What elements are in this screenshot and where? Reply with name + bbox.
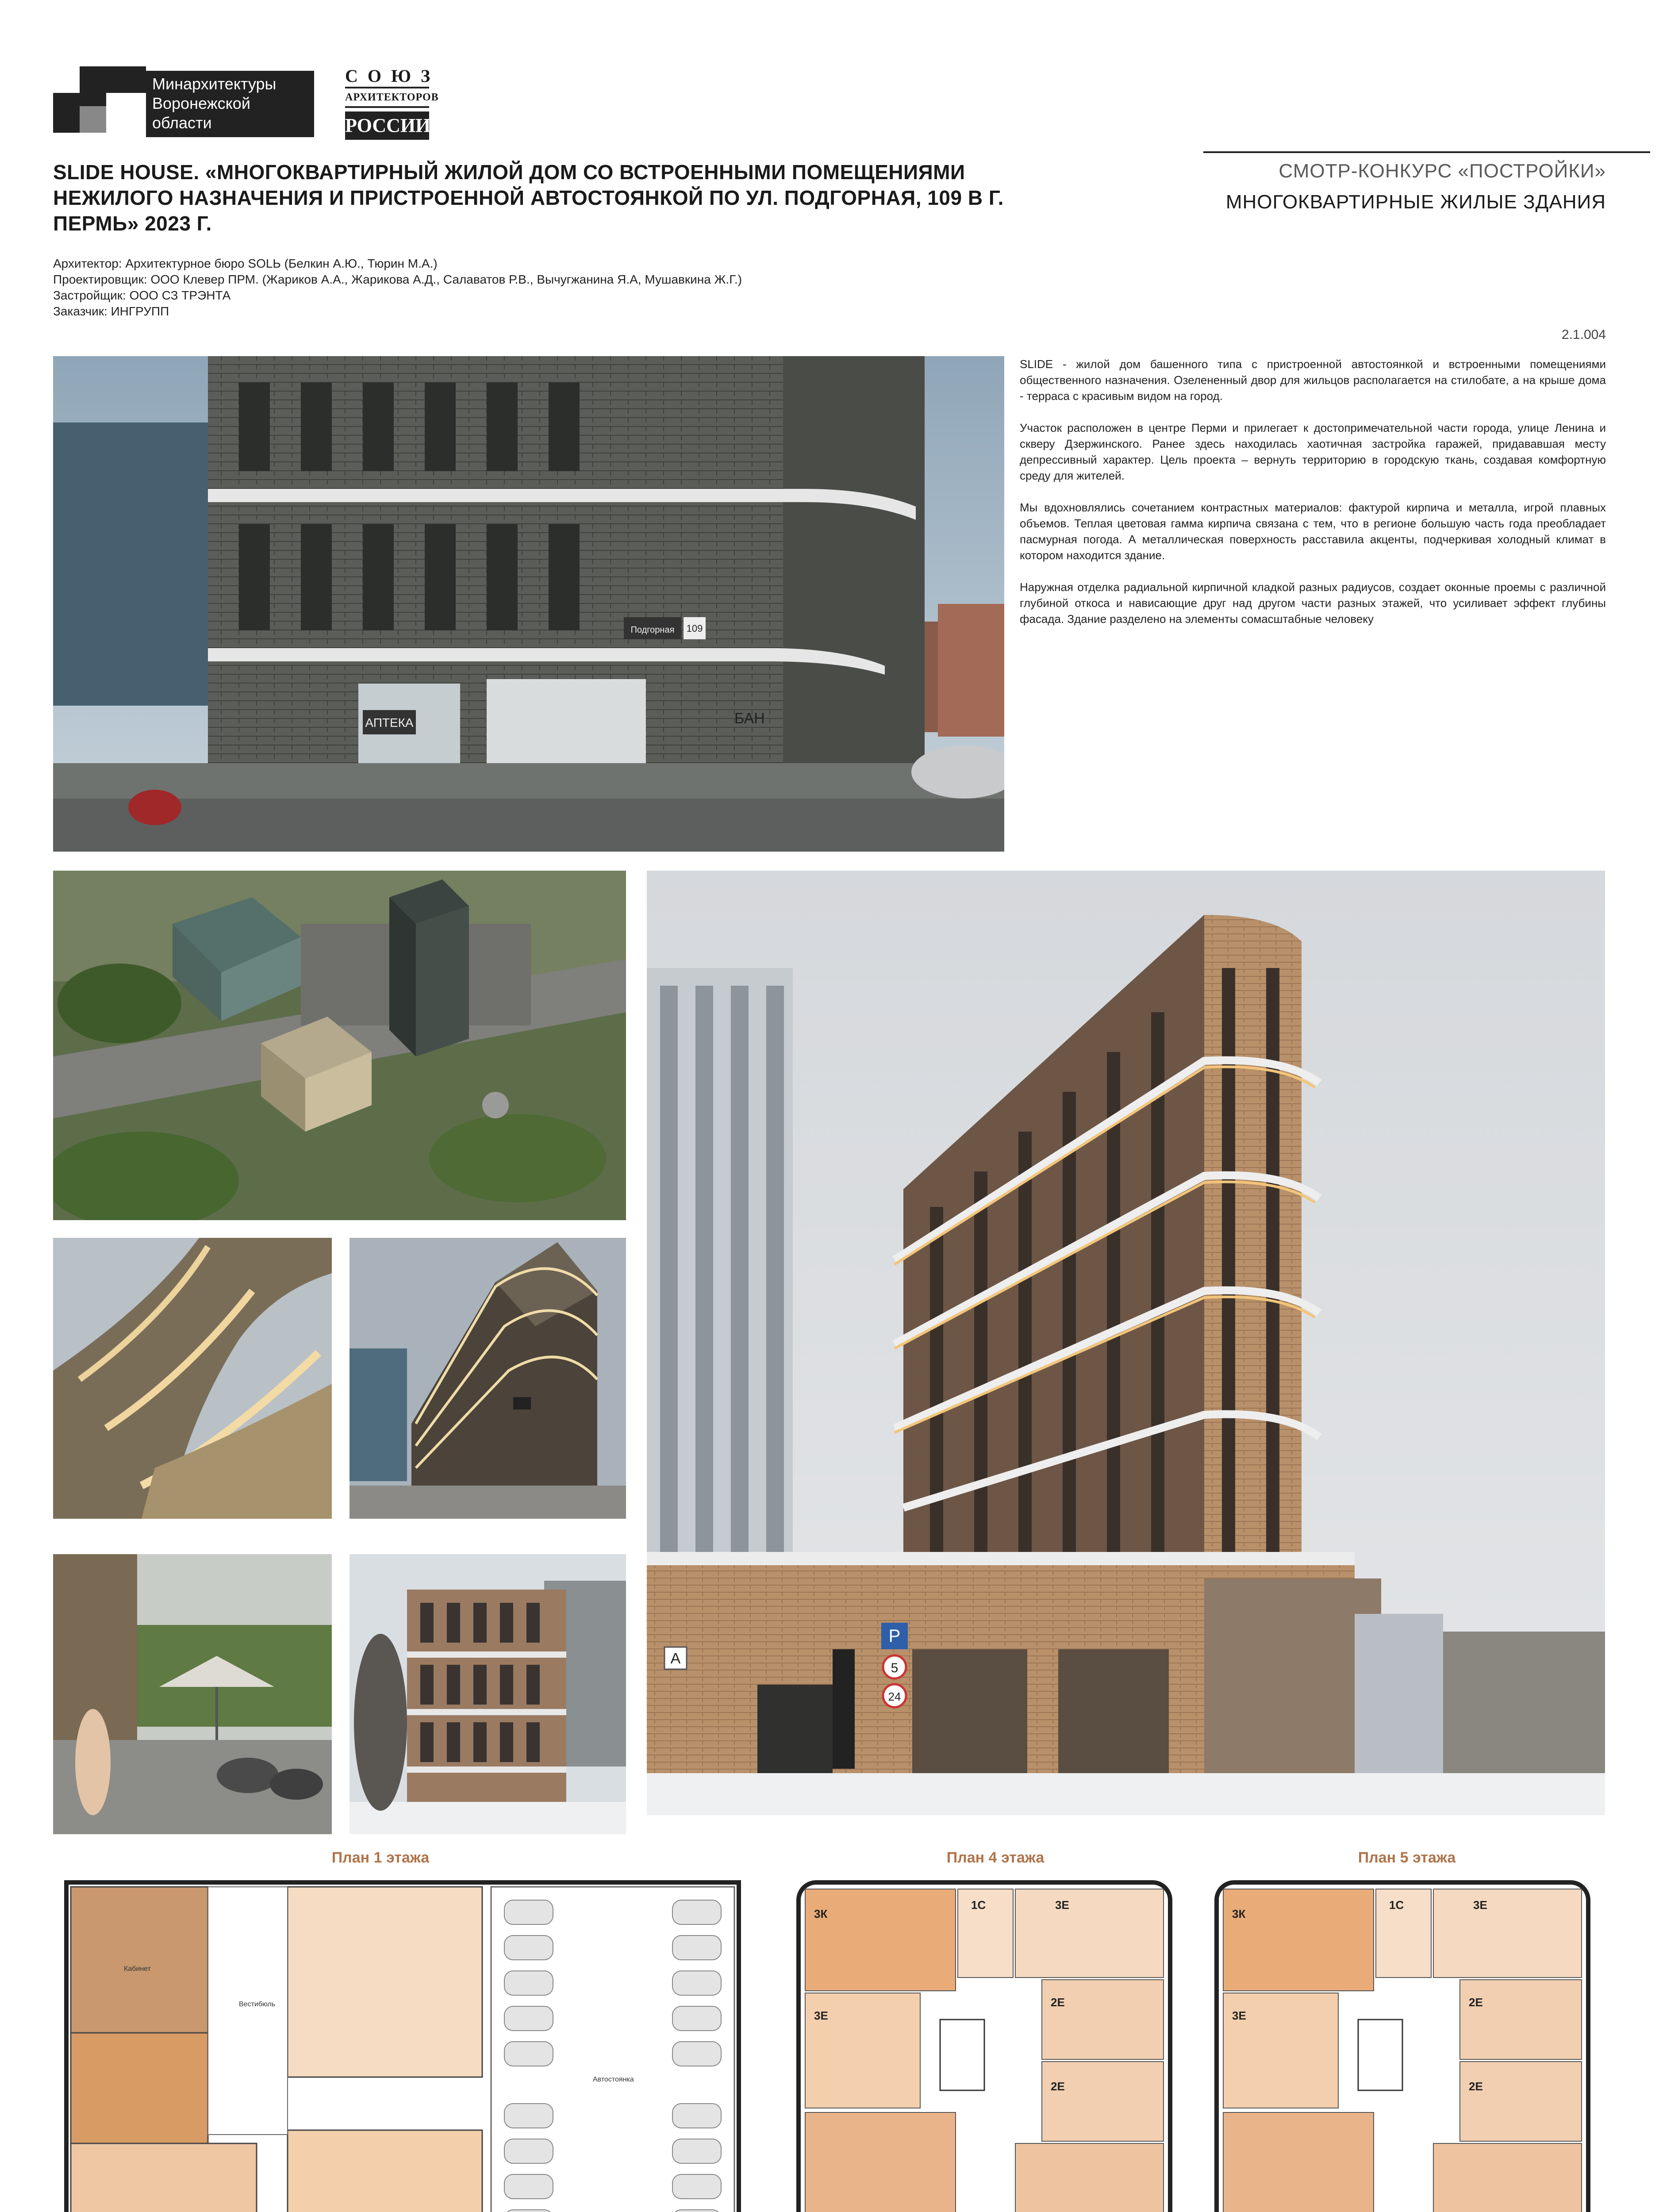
credit-architect: Архитектор: Архитектурное бюро SOLЬ (Белкин А.Ю., Тюрин М.А.) xyxy=(53,257,438,270)
street-corner-photo xyxy=(349,1238,626,1519)
winter-facade-photo xyxy=(349,1554,626,1834)
credit-client: Заказчик: ИНГРУПП xyxy=(53,304,169,318)
contest-name: СМОТР-КОНКУРС «ПОСТРОЙКИ» xyxy=(1279,160,1606,182)
ministry-logo-text xyxy=(146,71,314,137)
plan4-title: План 4 этажа xyxy=(946,1849,1045,1866)
unit-label: 3К xyxy=(1232,1907,1246,1920)
unit-label: 2Е xyxy=(1469,2080,1483,2093)
ministry-line-3: области xyxy=(152,114,212,132)
header-divider xyxy=(1203,151,1650,153)
unit-label: 1С xyxy=(971,1898,986,1912)
unit-label: 2Е xyxy=(1469,1996,1483,2009)
corner-detail-photo xyxy=(53,1238,332,1519)
ministry-logo-mark xyxy=(53,66,146,133)
description-paragraph: Участок расположен в центре Перми и прилегает к достопримечательной части города, улице Ленина и скверу Дзержинского. Ранее здесь находилась хаотичная застройка гаражей, придававшая месту депрессивный характер. Цель проекта – вернуть территорию в городскую ткань, создавая комфортную среду для жителей. xyxy=(1020,421,1606,482)
ministry-line-1: Минархитектуры xyxy=(152,75,276,93)
union-logo-line3: РОССИИ xyxy=(345,111,429,140)
unit-label: 3Е xyxy=(1055,1898,1069,1912)
unit-label: 2Е xyxy=(1051,2080,1065,2093)
unit-label: 2Е xyxy=(1051,1996,1065,2009)
project-credits xyxy=(53,256,1026,319)
description-paragraph: Наружная отделка радиальной кирпичной кладкой разных радиусов, создает оконные проемы с различной глубиной откоса и нависающие друг над другом части разных этажей, что усиливает эффект глубины фасада. Здание разделено на элементы сомасштабные человеку xyxy=(1020,580,1606,626)
union-logo-line1: СОЮЗ xyxy=(345,65,429,88)
floor-plan-5 xyxy=(1212,1874,1593,2212)
floor-plan-1 xyxy=(53,1874,741,2212)
parking-sign: P xyxy=(888,1626,901,1646)
house-number-sign: 109 xyxy=(686,623,703,634)
street-sign: Подгорная xyxy=(630,625,675,635)
project-title: SLIDE HOUSE. «МНОГОКВАРТИРНЫЙ ЖИЛОЙ ДОМ СО ВСТРОЕННЫМИ ПОМЕЩЕНИЯМИ НЕЖИЛОГО НАЗНАЧЕНИЯ И ПРИСТРОЕННОЙ АВТОСТОЯНКОЙ ПО УЛ. ПОДГОРНАЯ, 109 В Г. ПЕРМЬ» 2023 Г. xyxy=(53,161,1004,235)
plan5-title: План 5 этажа xyxy=(1358,1849,1456,1866)
unit-label: 3Е xyxy=(814,2009,828,2022)
aerial-view-render xyxy=(53,871,626,1220)
contest-category: МНОГОКВАРТИРНЫЕ ЖИЛЫЕ ЗДАНИЯ xyxy=(1225,191,1606,213)
main-tower-photo xyxy=(647,871,1605,1815)
section-a-sign: А xyxy=(670,1650,681,1667)
bank-sign: БАН xyxy=(734,710,765,727)
unit-label: 3Е xyxy=(1473,1898,1487,1912)
room-label-office: Кабинет xyxy=(124,1965,151,1973)
room-label-parking: Автостоянка xyxy=(593,2076,634,2083)
pharmacy-sign: АПТЕКА xyxy=(365,716,414,730)
courtyard-render xyxy=(53,1554,332,1834)
unit-label: 3Е xyxy=(1232,2009,1246,2022)
speed-limit-sign: 24 xyxy=(888,1690,901,1703)
credit-developer: Застройщик: ООО СЗ ТРЭНТА xyxy=(53,288,231,302)
entry-code: 2.1.004 xyxy=(1561,327,1606,342)
height-limit-sign: 5 xyxy=(891,1661,899,1675)
street-view-render xyxy=(53,356,1004,852)
unit-label: 3К xyxy=(814,1907,828,1920)
plan1-title: План 1 этажа xyxy=(331,1849,430,1866)
credit-designer: Проектировщик: ООО Клевер ПРМ. (Жариков А.А., Жарикова А.Д., Салаватов Р.В., Вычугжанина Я.А, Мушавкина Ж.Г.) xyxy=(53,273,742,286)
description-paragraph: SLIDE - жилой дом башенного типа с пристроенной автостоянкой и встроенными помещениями общественного назначения. Озелененный двор для жильцов располагается на стилобате, а на крыше дома - терраса с красивым видом на город. xyxy=(1020,357,1606,403)
project-description xyxy=(1020,356,1606,643)
floor-plan-4 xyxy=(794,1874,1175,2212)
ministry-line-2: Воронежской xyxy=(152,94,250,112)
room-label-vestibule: Вестибюль xyxy=(239,2001,276,2008)
unit-label: 1С xyxy=(1389,1898,1404,1912)
union-logo-line2: АРХИТЕКТОРОВ xyxy=(345,88,429,108)
description-paragraph: Мы вдохновлялись сочетанием контрастных материалов: фактурой кирпича и металла, игрой плавных объемов. Теплая цветовая гамма кирпича связана с тем, что в регионе большую часть года преобладает пасмурная погода. А металлическая поверхность расставила акценты, подчеркивая холодный климат в котором находится здание. xyxy=(1020,501,1606,562)
union-of-architects-logo xyxy=(345,65,440,143)
